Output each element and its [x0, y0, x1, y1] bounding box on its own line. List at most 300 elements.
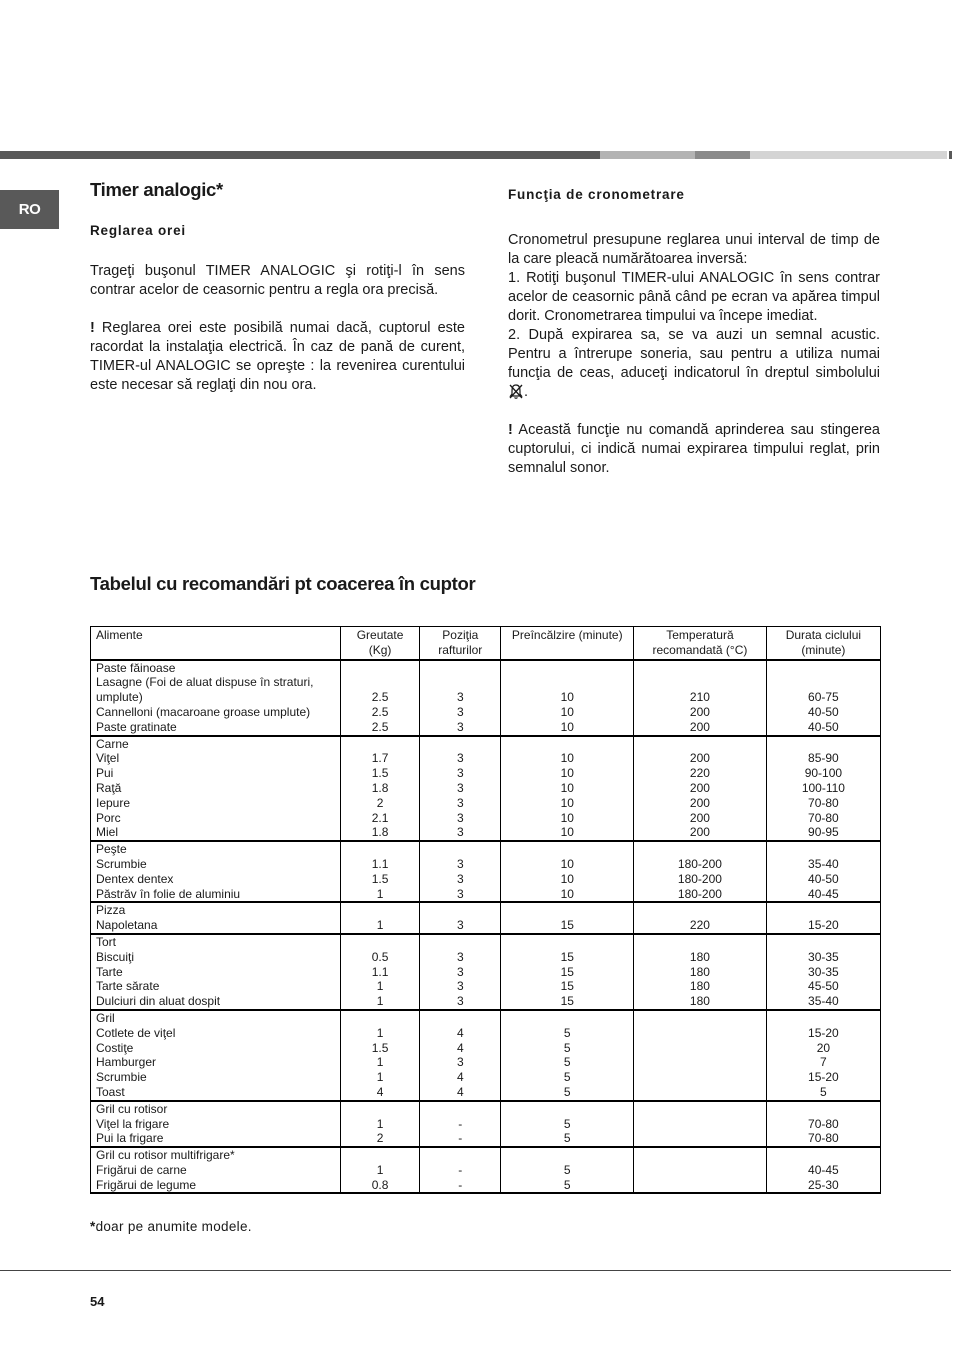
cell-line: Lasagne (Foi de aluat dispuse în straturi,: [96, 675, 314, 690]
cell-line: 0.8: [371, 1177, 389, 1192]
cell-shelf: [420, 902, 501, 934]
cell-line: 70-80: [808, 795, 839, 810]
cell-line: 15-20: [808, 1025, 839, 1040]
cell-line: 200: [689, 825, 710, 840]
cell-line: Miel: [96, 825, 119, 840]
cell-line: [772, 1148, 875, 1163]
cell-preheat: [501, 841, 634, 902]
step-2: [508, 326, 880, 402]
cell-line: Paste făinoase: [96, 660, 176, 675]
cell-line: 200: [689, 719, 710, 734]
cell-line: Pui la frigare: [96, 1131, 164, 1146]
cell-line: [506, 1102, 628, 1117]
cell-line: [639, 737, 761, 752]
cell-line: 85-90: [808, 751, 839, 766]
cell-line: 40-45: [808, 886, 839, 901]
cell-line: 10: [560, 871, 574, 886]
cell-line: [506, 675, 628, 690]
cell-line: [506, 935, 628, 950]
cell-food: [91, 736, 341, 842]
cell-line: [425, 661, 495, 676]
cell-line: Tort: [96, 934, 117, 949]
cell-preheat: [501, 902, 634, 934]
cell-line: 1.8: [371, 780, 389, 795]
cell-shelf: [420, 1010, 501, 1101]
cell-weight: [340, 660, 419, 736]
header-preheat: Preîncălzire (minute): [501, 627, 634, 660]
table-row: [91, 736, 881, 842]
cell-line: [346, 1148, 414, 1163]
cell-line: 35-40: [808, 856, 839, 871]
cell-temperature: [634, 841, 767, 902]
cell-line: [772, 903, 875, 918]
cell-line: [506, 842, 628, 857]
footnote: [90, 1219, 252, 1234]
table-title: Tabelul cu recomandări pt coacerea în cuptor: [90, 573, 476, 594]
cell-line: 1.1: [371, 964, 389, 979]
cell-weight: [340, 934, 419, 1010]
cell-line: 5: [563, 1070, 571, 1085]
warning-text: Reglarea orei este posibilă numai dacă, cuptorul este racordat la instalaţia electrică. În caz de pană de curent, TIMER-ul ANALOGIC se opreşte : la revenirea curentului este necesar să reglaţi din nou ora.: [90, 320, 465, 393]
cell-shelf: [420, 1101, 501, 1147]
cell-weight: [340, 1010, 419, 1101]
cell-line: Porc: [96, 810, 121, 825]
cell-line: 3: [456, 795, 464, 810]
cell-line: 1.1: [371, 856, 389, 871]
cell-line: 10: [560, 780, 574, 795]
cell-line: 5: [563, 1040, 571, 1055]
cell-line: 2: [376, 1131, 384, 1146]
cell-line: 10: [560, 766, 574, 781]
cell-line: [425, 903, 495, 918]
cell-line: [346, 903, 414, 918]
cell-line: 15-20: [808, 918, 839, 933]
cell-line: Dulciuri din aluat dospit: [96, 994, 221, 1009]
cell-line: 210: [689, 690, 710, 705]
cell-line: 3: [456, 994, 464, 1009]
cell-line: 30-35: [808, 964, 839, 979]
cell-line: 5: [563, 1116, 571, 1131]
warning-mark: !: [508, 422, 513, 438]
cell-line: Dentex dentex: [96, 871, 174, 886]
cell-preheat: [501, 660, 634, 736]
cell-line: Scrumbie: [96, 856, 147, 871]
cell-line: [639, 1178, 761, 1193]
subsection-title: Funcţia de cronometrare: [508, 187, 685, 202]
cell-line: 1: [376, 1162, 384, 1177]
note-paragraph: [508, 421, 880, 478]
cell-line: Tarte sărate: [96, 979, 160, 994]
cell-line: [772, 737, 875, 752]
cell-food: [91, 660, 341, 736]
cell-line: 10: [560, 704, 574, 719]
cell-line: 220: [689, 918, 710, 933]
cell-line: 3: [456, 751, 464, 766]
cell-line: 10: [560, 719, 574, 734]
cell-line: 15: [560, 979, 574, 994]
cell-line: [639, 1163, 761, 1178]
cell-line: 1.7: [371, 751, 389, 766]
cell-line: Peşte: [96, 842, 127, 857]
cell-line: 4: [456, 1084, 464, 1099]
table-row: [91, 1147, 881, 1193]
cell-line: Cotlete de viţel: [96, 1025, 176, 1040]
header-bar-dark-2: [695, 151, 750, 159]
cell-line: 10: [560, 795, 574, 810]
cell-line: [346, 842, 414, 857]
table-row: [91, 1101, 881, 1147]
cell-line: 180: [689, 994, 710, 1009]
cell-line: 5: [563, 1084, 571, 1099]
cell-line: 10: [560, 751, 574, 766]
cell-food: [91, 1101, 341, 1147]
cell-line: 1: [376, 1025, 384, 1040]
note-text: Această funcţie nu comandă aprinderea sau stingerea cuptorului, ci indică numai expirarea timpului reglat, prin semnalul sonor.: [508, 422, 880, 476]
cell-weight: [340, 1101, 419, 1147]
cell-line: 15: [560, 949, 574, 964]
cell-line: 4: [376, 1084, 384, 1099]
cell-preheat: [501, 1101, 634, 1147]
cell-line: 3: [456, 690, 464, 705]
cell-temperature: [634, 934, 767, 1010]
cell-line: Iepure: [96, 795, 131, 810]
cell-line: 10: [560, 856, 574, 871]
cell-line: 25-30: [808, 1177, 839, 1192]
cell-line: 1: [376, 994, 384, 1009]
header-shelf: Poziţia rafturilor: [420, 627, 501, 660]
cell-line: 3: [456, 856, 464, 871]
cell-line: [346, 1011, 414, 1026]
cell-line: 1.5: [371, 766, 389, 781]
cell-line: 20: [816, 1040, 831, 1055]
cell-line: 1.5: [371, 871, 389, 886]
cell-line: 3: [456, 780, 464, 795]
cell-food: [91, 902, 341, 934]
cell-line: 2.5: [371, 704, 389, 719]
cell-line: [425, 1011, 495, 1026]
cell-line: -: [458, 1131, 463, 1146]
cell-line: Gril: [96, 1010, 115, 1025]
cell-line: Viţel la frigare: [96, 1116, 170, 1131]
cell-line: 5: [820, 1084, 827, 1099]
cell-line: 5: [563, 1177, 571, 1192]
cell-line: 3: [456, 704, 464, 719]
cell-preheat: [501, 736, 634, 842]
cell-line: 2: [376, 795, 384, 810]
table-row: [91, 934, 881, 1010]
cell-line: 45-50: [808, 979, 839, 994]
cell-line: [506, 1011, 628, 1026]
cell-weight: [340, 841, 419, 902]
cell-line: 1: [376, 886, 384, 901]
cell-line: 200: [689, 780, 710, 795]
header-temperature: Temperatură recomandată (°C): [634, 627, 767, 660]
cell-line: 4: [456, 1040, 464, 1055]
cell-line: 100-110: [801, 780, 845, 795]
cell-line: Păstrăv în folie de aluminiu: [96, 886, 241, 901]
warning-paragraph: [90, 319, 465, 395]
cell-duration: [766, 841, 880, 902]
header-bar-light: [750, 151, 947, 159]
cell-line: 3: [456, 979, 464, 994]
cell-weight: [340, 902, 419, 934]
cell-line: 200: [689, 795, 710, 810]
cell-line: 200: [689, 704, 710, 719]
cell-line: [346, 935, 414, 950]
cell-temperature: [634, 1147, 767, 1193]
cell-line: 40-50: [808, 871, 839, 886]
cell-duration: [766, 660, 880, 736]
cell-shelf: [420, 841, 501, 902]
cell-line: [639, 842, 761, 857]
cell-line: [772, 1011, 875, 1026]
cell-line: [639, 1041, 761, 1056]
cell-line: 180-200: [677, 886, 722, 901]
cell-line: Carne: [96, 736, 129, 751]
cell-line: [425, 1102, 495, 1117]
cell-line: 180: [689, 979, 710, 994]
cell-line: 7: [820, 1055, 827, 1070]
header-duration: Durata ciclului (minute): [766, 627, 880, 660]
cell-temperature: [634, 660, 767, 736]
cell-line: 15-20: [808, 1070, 839, 1085]
cell-line: [346, 661, 414, 676]
header-weight: Greutate (Kg): [340, 627, 419, 660]
cell-line: [639, 1070, 761, 1085]
cell-line: -: [458, 1177, 463, 1192]
cell-line: [639, 1026, 761, 1041]
cell-line: [772, 675, 875, 690]
cell-shelf: [420, 736, 501, 842]
cell-line: 3: [456, 825, 464, 840]
cell-line: [506, 737, 628, 752]
cell-line: [772, 935, 875, 950]
cell-line: 180-200: [677, 871, 722, 886]
cell-line: 1: [376, 979, 384, 994]
cell-line: [506, 903, 628, 918]
cell-line: 180: [689, 964, 710, 979]
cell-line: Pui: [96, 766, 114, 781]
table-header-row: [91, 627, 881, 660]
cell-line: [639, 661, 761, 676]
warning-mark: !: [90, 320, 95, 336]
cell-duration: [766, 934, 880, 1010]
cell-line: Pizza: [96, 903, 126, 918]
cell-line: [772, 842, 875, 857]
cell-line: 2.5: [371, 690, 389, 705]
cell-shelf: [420, 660, 501, 736]
table-row: [91, 841, 881, 902]
cell-food: [91, 841, 341, 902]
table-row: [91, 902, 881, 934]
cell-line: 4: [456, 1070, 464, 1085]
cell-line: [506, 1148, 628, 1163]
cell-food: [91, 1147, 341, 1193]
cell-shelf: [420, 1147, 501, 1193]
cell-line: [639, 1131, 761, 1146]
page-number: 54: [90, 1294, 105, 1309]
instruction-paragraph: Trageţi buşonul TIMER ANALOGIC şi rotiţi-l în sens contrar acelor de ceasornic pentru a regla ora precisă.: [90, 263, 465, 298]
cell-temperature: [634, 1010, 767, 1101]
cell-weight: [340, 1147, 419, 1193]
cell-line: [639, 903, 761, 918]
cell-line: [425, 1148, 495, 1163]
cell-line: 70-80: [808, 1131, 839, 1146]
cell-line: 60-75: [808, 690, 839, 705]
cell-preheat: [501, 1147, 634, 1193]
cell-line: 40-50: [808, 719, 839, 734]
cell-line: 40-50: [808, 704, 839, 719]
cell-line: 5: [563, 1025, 571, 1040]
section-title: Timer analogic*: [90, 179, 223, 200]
cell-line: 90-95: [808, 825, 839, 840]
cell-line: Frigărui de carne: [96, 1162, 187, 1177]
step-2-text: 2. După expirarea sa, se va auzi un semnal acustic. Pentru a întrerupe soneria, sau pentru a utiliza numai funcţia de ceas, aduceţi indicatorul în dreptul simbolului: [508, 327, 880, 381]
header-food: Alimente: [91, 627, 341, 660]
cell-line: [639, 1085, 761, 1100]
cell-line: 3: [456, 1055, 464, 1070]
cell-line: 1: [376, 1070, 384, 1085]
cell-line: 35-40: [808, 994, 839, 1009]
cell-line: [772, 1102, 875, 1117]
cell-line: [425, 935, 495, 950]
cell-line: Scrumbie: [96, 1070, 147, 1085]
cell-line: [639, 1011, 761, 1026]
cell-line: [425, 737, 495, 752]
left-column: [90, 180, 465, 395]
cell-line: 5: [563, 1055, 571, 1070]
bell-crossed-icon: [508, 383, 524, 400]
cell-line: [639, 1148, 761, 1163]
cell-line: [639, 1055, 761, 1070]
cell-line: Frigărui de legume: [96, 1177, 197, 1192]
cell-line: Costiţe: [96, 1040, 134, 1055]
cell-line: 10: [560, 690, 574, 705]
cell-line: 220: [689, 766, 710, 781]
cell-line: [639, 675, 761, 690]
cell-shelf: [420, 934, 501, 1010]
header-bar-mid: [600, 151, 695, 159]
cell-line: 15: [560, 918, 574, 933]
cell-duration: [766, 1147, 880, 1193]
cell-temperature: [634, 736, 767, 842]
cell-line: Cannelloni (macaroane groase umplute): [96, 704, 311, 719]
cell-line: [425, 842, 495, 857]
cell-temperature: [634, 902, 767, 934]
footnote-text: doar pe anumite modele.: [95, 1219, 252, 1234]
cell-line: Toast: [96, 1084, 125, 1099]
cell-line: 1: [376, 1055, 384, 1070]
cell-line: [639, 1102, 761, 1117]
cell-line: Gril cu rotisor: [96, 1101, 168, 1116]
cell-duration: [766, 1101, 880, 1147]
cell-duration: [766, 736, 880, 842]
language-tab: RO: [0, 190, 59, 229]
cell-line: Hamburger: [96, 1055, 157, 1070]
bottom-rule: [0, 1270, 951, 1271]
cell-line: [506, 661, 628, 676]
cell-line: [425, 675, 495, 690]
cell-line: Raţă: [96, 780, 122, 795]
cell-weight: [340, 736, 419, 842]
cell-line: 3: [456, 810, 464, 825]
cell-preheat: [501, 934, 634, 1010]
header-bar-end: [949, 151, 952, 159]
cell-line: 10: [560, 810, 574, 825]
cell-line: [772, 661, 875, 676]
cell-line: 3: [456, 719, 464, 734]
subsection-title: Reglarea orei: [90, 223, 186, 238]
cell-line: 200: [689, 810, 710, 825]
cell-food: [91, 1010, 341, 1101]
cell-line: [639, 935, 761, 950]
cell-line: 3: [456, 918, 464, 933]
cell-line: 15: [560, 994, 574, 1009]
cell-line: 70-80: [808, 1116, 839, 1131]
cell-line: Paste gratinate: [96, 719, 177, 734]
cell-line: 200: [689, 751, 710, 766]
cell-line: Tarte: [96, 964, 123, 979]
cell-line: 2.1: [371, 810, 389, 825]
cell-temperature: [634, 1101, 767, 1147]
cell-line: 3: [456, 766, 464, 781]
cell-line: [346, 675, 414, 690]
cell-line: Napoletana: [96, 918, 158, 933]
cell-line: 180: [689, 949, 710, 964]
intro-paragraph: Cronometrul presupune reglarea unui interval de timp de la care pleacă numărătoarea inversă:: [508, 232, 880, 267]
cell-line: Viţel: [96, 751, 120, 766]
cell-duration: [766, 1010, 880, 1101]
right-column: [508, 180, 880, 478]
cell-line: 1: [376, 918, 384, 933]
cell-line: [346, 1102, 414, 1117]
cell-line: 3: [456, 964, 464, 979]
cell-line: 2.5: [371, 719, 389, 734]
header-bar-dark: [0, 151, 600, 159]
table-row: [91, 1010, 881, 1101]
cell-line: 30-35: [808, 949, 839, 964]
cell-food: [91, 934, 341, 1010]
cell-line: 40-45: [808, 1162, 839, 1177]
cell-line: Gril cu rotisor multifrigare*: [96, 1148, 235, 1163]
cell-duration: [766, 902, 880, 934]
cell-line: 1.8: [371, 825, 389, 840]
cell-line: -: [458, 1162, 463, 1177]
cell-line: 10: [560, 825, 574, 840]
baking-table: [90, 626, 881, 1194]
table-row: [91, 660, 881, 736]
footnote-mark: *: [90, 1219, 96, 1234]
cell-line: 10: [560, 886, 574, 901]
cell-line: 5: [563, 1131, 571, 1146]
cell-line: 1.5: [371, 1040, 389, 1055]
cell-line: 5: [563, 1162, 571, 1177]
step-1: 1. Rotiţi buşonul TIMER-ului ANALOGIC în sens contrar acelor de ceasornic până când pe ecran va apărea timpul dorit. Cronometrarea timpului va începe imediat.: [508, 270, 880, 324]
cell-line: [639, 1117, 761, 1132]
cell-line: 3: [456, 886, 464, 901]
cell-line: 1: [376, 1116, 384, 1131]
cell-line: [346, 737, 414, 752]
cell-line: 3: [456, 949, 464, 964]
cell-line: Biscuiţi: [96, 949, 135, 964]
cell-line: 0.5: [371, 949, 389, 964]
cell-line: 15: [560, 964, 574, 979]
cell-line: 4: [456, 1025, 464, 1040]
cell-line: umplute): [96, 690, 143, 705]
cell-line: 70-80: [808, 810, 839, 825]
step-2-end: .: [524, 384, 529, 400]
cell-line: -: [458, 1116, 463, 1131]
